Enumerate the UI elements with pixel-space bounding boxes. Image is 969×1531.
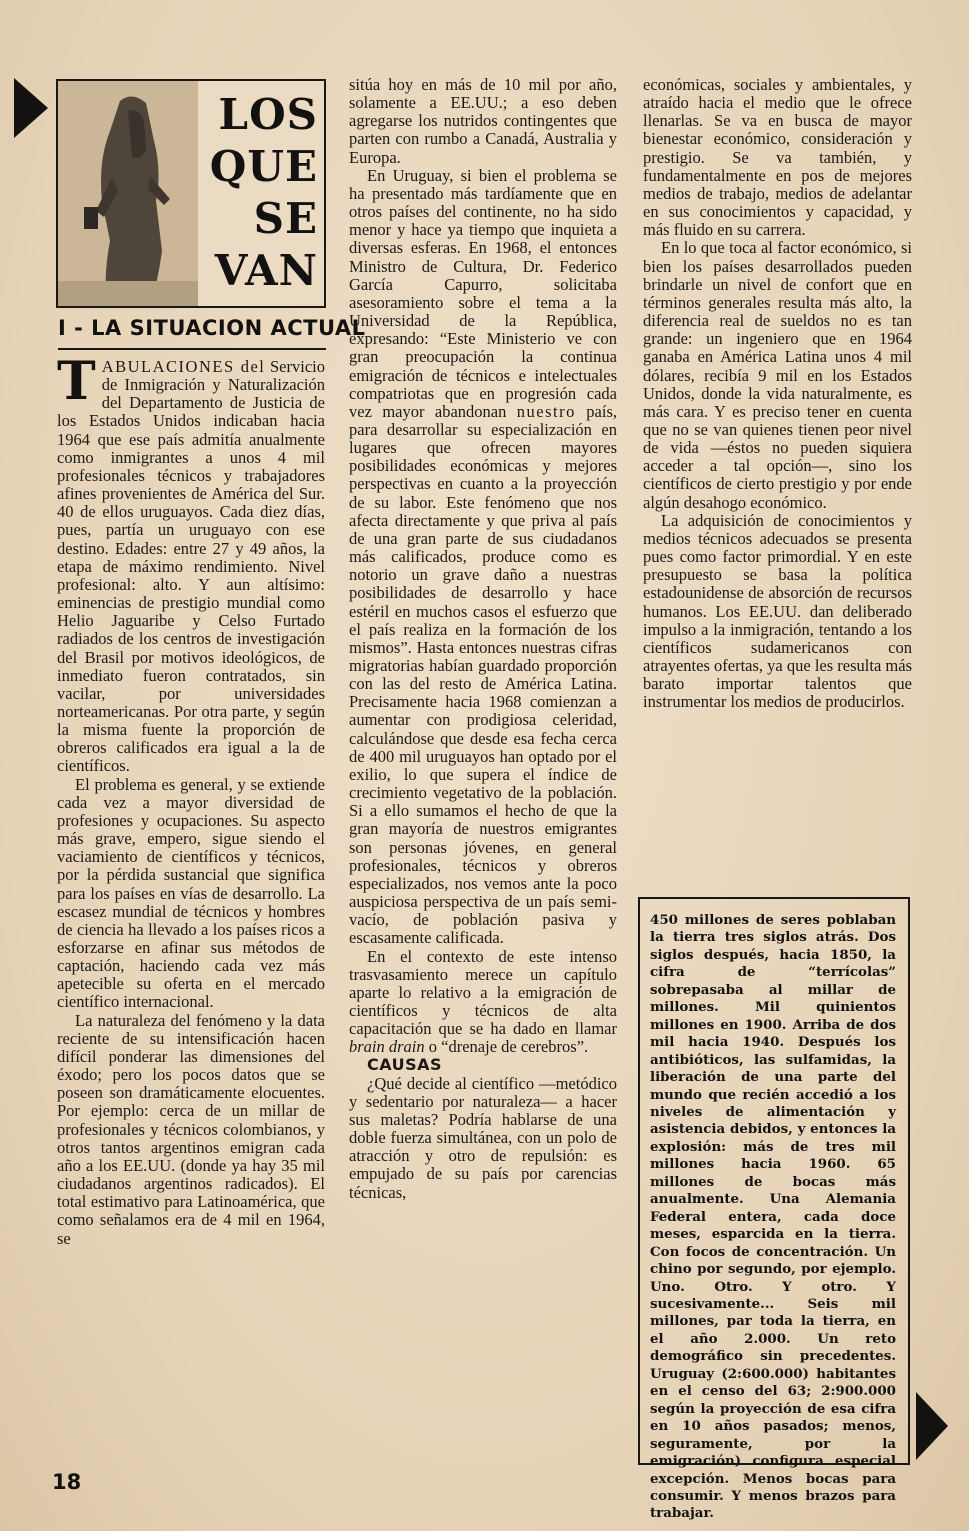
paragraph-text: Servicio de Inmigración y Naturalización del Departamento de Justicia de los Estados Unidos indicaban hacia 1964 que ese país admitía anualmente como inmigrantes a unos 4 mil profesionales técnicos y trabajadores afines provenientes de América del Sur. 40 de ellos uruguayos. Cada diez días, pues, partía un uruguayo con ese destino. Edades: entre 27 y 49 años, la etapa de máximo rendimiento. Nivel profesional: alto. Y aun altísimo: eminencias de prestigio mundial como Helio Jaguaribe y Celso Furtado radiados de los centros de investigación del Brasil por motivos ideológicos, de inmediato fueron contratados, sin vacilar, por universidades norteamericanas. Por otra parte, y según la misma fuente la proporción de obreros calificados era igual a la de científicos. [57, 357, 325, 776]
paragraph-text: o “drenaje de cerebros”. [428, 1037, 589, 1057]
header-photo [58, 81, 198, 306]
title-box [56, 79, 326, 308]
article-paragraph: La naturaleza del fenómeno y la data reciente de su intensificación hacen difícil ponderar las dimensiones del éxodo; pero los pocos datos que se poseen son dramáticamente elocuentes. Por ejemplo: cerca de un millar de profesionales y técnicos colombianos, y otros tantos argentinos emigran cada año a los EE.UU. (donde ya hay 35 mil ciudadanos argentinos radicados). El total estimativo para Latinoamérica, que como señalamos era de 4 mil en 1964, se [57, 1010, 325, 1248]
section-rule [58, 348, 326, 350]
lead-text: ABULACIONES del [101, 357, 266, 376]
article-paragraph [57, 351, 325, 776]
article-paragraph [349, 948, 617, 1057]
article-column-2 [349, 76, 617, 1202]
headline [198, 89, 318, 297]
article-paragraph: ¿Qué decide al científico —metódico y sedentario por naturaleza— a hacer sus maletas? Podría hablarse de una doble fuerza simultánea, con un polo de atracción y otro de repulsión: es empujado de su país por carencias técnicas, [349, 1073, 617, 1202]
headline-line: QUE [209, 142, 318, 191]
article-column-3 [643, 76, 912, 711]
article-paragraph: sitúa hoy en más de 10 mil por año, solamente a EE.UU.; a eso deben agregarse los nutridos contingentes que parten con rumbo a Canadá, Australia y Europa. [349, 75, 617, 167]
headline-line: LOS [218, 90, 318, 139]
arrow-right-icon [916, 1392, 948, 1460]
paragraph-text: En Uruguay, si bien el problema se ha presentado más tardíamente que en otros países del continente, no ha sido menor y hace ya tiempo que inquieta a diversas esferas. En 1968, el entonces Ministro de Cultura, Dr. Federico García Capurro, solicitaba asesoramiento sobre el tema a la Universidad de la República, expresando: “Este Ministerio ve con gran preocupación la continua emigración de técnicos e intelectuales compatriotas que en progresión cada vez mayor abandonan [349, 165, 617, 421]
section-title: I - LA SITUACION ACTUAL [58, 316, 366, 340]
sidebar-box-text: 450 millones de seres poblaban la tierra tres siglos atrás. Dos siglos después, hacia 1850, la cifra de “terrícolas” sobrepasaba al millar de millones. Mil quinientos millones en 1900. Arriba de dos mil hacia 1940. Después los antibióticos, las sulfamidas, la liberación de una parte del mundo que recién accedió a los niveles de alimentación y asistencia debidos, y entonces la explosión: más de tres mil millones hacia 1960. 65 millones de bocas más anualmente. Una Alemania Federal entera, cada doce meses, esparcida en la tierra. Con focos de concentración. Un chino por segundo, por ejemplo. Uno. Otro. Y otro. Y sucesivamente... Seis mil millones, par toda la tierra, en el año 2.000. Un reto demográfico sin precedentes. Uruguay (2:600.000) habitantes en el censo del 63; 2:900.000 según la proyección de esa cifra en 10 años pasados; menos, seguramente, por la emigración) configura especial excepción. Menos bocas para consumir. Y menos brazos para trabajar. [650, 912, 896, 1522]
headline-line: SE [253, 194, 318, 243]
article-paragraph: económicas, sociales y ambientales, y atraído hacia el medio que le ofrece llenarlas. Se va en busca de mayor bienestar económico, consideración y prestigio. Se va también, y fundamentalmente en pos de mejores medios de trabajo, medios de adelantar en sus conocimientos y capacidad, y más fluido en su carrera. [643, 75, 912, 240]
statue-illustration [58, 81, 198, 306]
paragraph-text: En el contexto de este intenso trasvasamiento merece un capítulo aparte lo relativo a la emigración de científicos y técnicos de alta capacitación que se ha dado en llamar [349, 946, 617, 1039]
drop-cap: T [57, 351, 96, 412]
article-paragraph [349, 167, 617, 948]
arrow-left-icon [14, 78, 48, 138]
spaced-word: nuestro [516, 401, 576, 421]
paragraph-text: país, para desarrollar su especialización en lugares que ofrecen mayores posibilidades económicas y mejores perspectivas en cuanto a la proyección de su labor. Este fenómeno que nos afecta directamente y que priva al país de una gran parte de sus ciudadanos más calificados, produce como es notorio un grave daño a nuestras posibilidades de desarrollo y hace estéril en muchos casos el esfuerzo que el país realiza en la formación de los mismos”. Hasta entonces nuestras cifras migratorias habían guardado proporción con las del resto de América Latina. Precisamente hacia 1968 comienzan a aumentar con prodigiosa celeridad, calculándose que desde esa fecha cerca de 400 mil uruguayos han optado por el exilio, lo que supera el índice de crecimiento vegetativo de la población. Si a ello sumamos el hecho de que la gran mayoría de nuestros emigrantes son personas jóvenes, en general profesionales, técnicos y obreros especializados, nos vemos ante la poco auspiciosa perspectiva de un país semi-vacío, de población pasiva y escasamente calificada. [349, 401, 617, 948]
italic-term: brain drain [349, 1037, 425, 1057]
article-column-1 [57, 351, 325, 1248]
headline-line: VAN [214, 246, 318, 295]
article-paragraph: El problema es general, y se extiende cada vez a mayor diversidad de profesiones y ocupaciones. Su aspecto más grave, empero, sigue siendo el vaciamiento de científicos y técnicos, por la pérdida sustancial que significa para los países en vías de desarrollo. La escasez mundial de técnicos y hombres de ciencia ha llevado a los países ricos a esforzarse en afinar sus métodos de captación, haciendo cada vez más apetecible su oferta en el mercado científico internacional. [57, 774, 325, 1012]
article-paragraph: La adquisición de conocimientos y medios técnicos adecuados se presenta pues como factor primordial. Y en este presupuesto se basa la política estadounidense de absorción de recursos humanos. Los EE.UU. dan deliberado impulso a la inmigración, tentando a los científicos sudamericanos con atrayentes ofertas, ya que les resulta más barato importar talentos que instrumentar los medios de producirlos. [643, 510, 912, 712]
subheading-causas: CAUSAS [367, 1055, 443, 1075]
article-paragraph: En lo que toca al factor económico, si bien los países desarrollados pueden brindarle un nivel de confort que en términos generales resulta más alto, la diferencia real de sueldos no es tan grande: un ingeniero que en 1964 ganaba en América Latina unos 4 mil dólares, recibía 9 mil en los Estados Unidos, donde la vida naturalmente, es más cara. Y es preciso tener en cuenta que no se van quienes tienen peor nivel de vida —éstos no pueden siquiera acceder a tal opción—, sino los científicos de cierto prestigio y por ende algún desahogo económico. [643, 238, 912, 512]
page-number: 18 [52, 1470, 82, 1494]
